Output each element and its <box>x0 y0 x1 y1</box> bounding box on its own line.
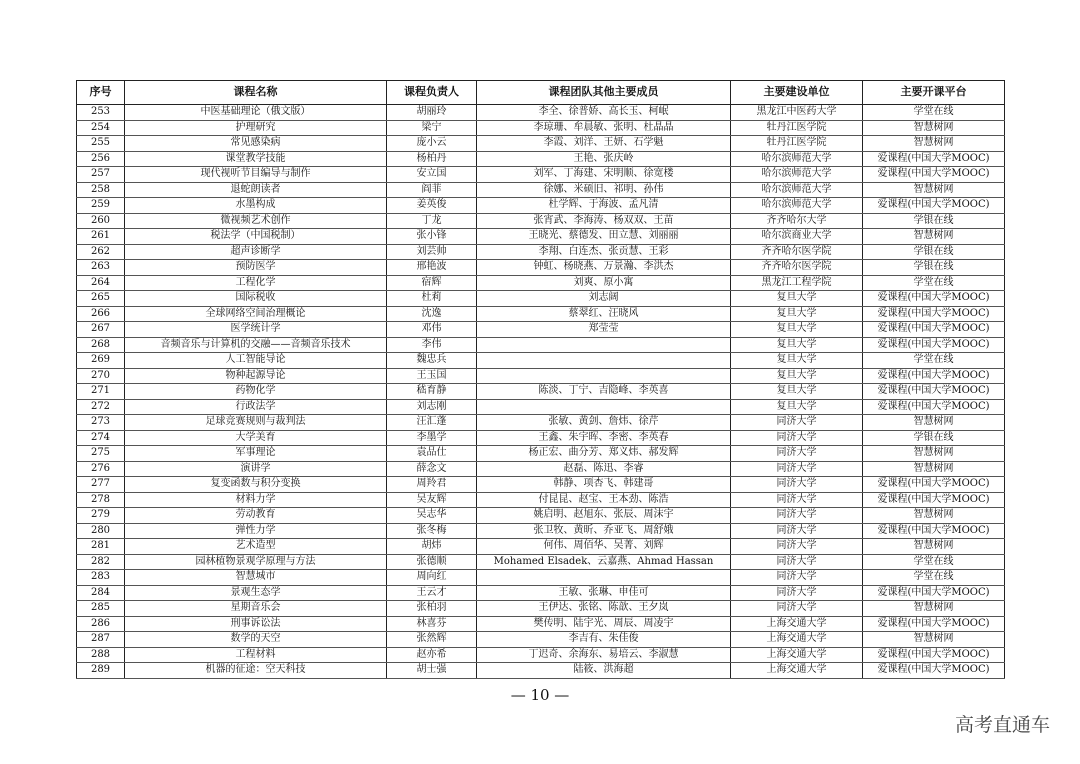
course-table <box>76 80 1005 679</box>
cell-platform: 爱课程(中国大学MOOC) <box>863 151 1005 167</box>
table-row <box>77 244 1005 260</box>
cell-course-lead: 邓伟 <box>387 322 477 338</box>
table-row <box>77 213 1005 229</box>
cell-course-lead: 张然辉 <box>387 632 477 648</box>
cell-index: 255 <box>77 136 125 152</box>
cell-platform: 学堂在线 <box>863 353 1005 369</box>
table-row <box>77 477 1005 493</box>
cell-index: 257 <box>77 167 125 183</box>
cell-course-name: 税法学（中国税制） <box>125 229 387 245</box>
table-row <box>77 136 1005 152</box>
cell-course-name: 园林植物景观学原理与方法 <box>125 554 387 570</box>
cell-index: 253 <box>77 105 125 121</box>
cell-course-name: 课堂教学技能 <box>125 151 387 167</box>
cell-course-name: 超声诊断学 <box>125 244 387 260</box>
cell-course-name: 大学美育 <box>125 430 387 446</box>
table-row <box>77 337 1005 353</box>
cell-course-lead: 袁品仕 <box>387 446 477 462</box>
cell-index: 258 <box>77 182 125 198</box>
cell-platform: 爱课程(中国大学MOOC) <box>863 384 1005 400</box>
cell-platform: 智慧树网 <box>863 182 1005 198</box>
cell-platform: 爱课程(中国大学MOOC) <box>863 306 1005 322</box>
cell-platform: 爱课程(中国大学MOOC) <box>863 198 1005 214</box>
cell-team-members: 李翔、白连杰、张贡慧、王彩 <box>477 244 731 260</box>
header-course-name: 课程名称 <box>125 81 387 105</box>
cell-team-members: 王伊达、张铭、陈歆、王夕岚 <box>477 601 731 617</box>
cell-team-members: Mohamed Elsadek、云嘉燕、Ahmad Hassan <box>477 554 731 570</box>
cell-index: 285 <box>77 601 125 617</box>
cell-platform: 爱课程(中国大学MOOC) <box>863 616 1005 632</box>
cell-index: 276 <box>77 461 125 477</box>
watermark-text: 高考直通车 <box>954 714 1050 736</box>
cell-index: 256 <box>77 151 125 167</box>
table-row <box>77 120 1005 136</box>
table-row <box>77 260 1005 276</box>
cell-course-lead: 汪汇蓬 <box>387 415 477 431</box>
cell-course-name: 药物化学 <box>125 384 387 400</box>
table-row <box>77 275 1005 291</box>
cell-course-lead: 魏忠兵 <box>387 353 477 369</box>
cell-course-lead: 张小锋 <box>387 229 477 245</box>
cell-platform: 学堂在线 <box>863 554 1005 570</box>
table-row <box>77 601 1005 617</box>
cell-team-members: 李全、徐普娇、高长玉、柯岷 <box>477 105 731 121</box>
cell-platform: 智慧树网 <box>863 508 1005 524</box>
cell-course-name: 弹性力学 <box>125 523 387 539</box>
table-header-row <box>77 81 1005 105</box>
cell-course-lead: 张冬梅 <box>387 523 477 539</box>
cell-team-members <box>477 368 731 384</box>
cell-index: 287 <box>77 632 125 648</box>
cell-platform: 学堂在线 <box>863 105 1005 121</box>
cell-course-lead: 沈逸 <box>387 306 477 322</box>
cell-index: 262 <box>77 244 125 260</box>
page-number: — 10 — <box>510 686 570 704</box>
table-row <box>77 616 1005 632</box>
cell-index: 254 <box>77 120 125 136</box>
cell-institution: 同济大学 <box>731 585 863 601</box>
cell-team-members: 李琼珊、牟晨敏、张明、杜晶晶 <box>477 120 731 136</box>
cell-team-members: 蔡翠红、汪晓风 <box>477 306 731 322</box>
cell-platform: 爱课程(中国大学MOOC) <box>863 523 1005 539</box>
cell-institution: 同济大学 <box>731 477 863 493</box>
cell-course-name: 数学的天空 <box>125 632 387 648</box>
cell-team-members: 钟虹、杨晓燕、万景瀚、李洪杰 <box>477 260 731 276</box>
cell-index: 282 <box>77 554 125 570</box>
cell-course-lead: 姜英俊 <box>387 198 477 214</box>
cell-course-name: 机器的征途：空天科技 <box>125 663 387 679</box>
cell-institution: 同济大学 <box>731 461 863 477</box>
cell-index: 288 <box>77 647 125 663</box>
cell-team-members: 陆筱、洪海超 <box>477 663 731 679</box>
cell-index: 272 <box>77 399 125 415</box>
header-course-lead: 课程负责人 <box>387 81 477 105</box>
cell-institution: 复旦大学 <box>731 322 863 338</box>
cell-platform: 智慧树网 <box>863 120 1005 136</box>
table-row <box>77 182 1005 198</box>
cell-institution: 同济大学 <box>731 430 863 446</box>
table-row <box>77 570 1005 586</box>
table-row <box>77 322 1005 338</box>
cell-team-members <box>477 353 731 369</box>
cell-team-members: 刘志阔 <box>477 291 731 307</box>
cell-course-name: 医学统计学 <box>125 322 387 338</box>
cell-team-members: 郑莹莹 <box>477 322 731 338</box>
cell-team-members <box>477 337 731 353</box>
cell-institution: 同济大学 <box>731 570 863 586</box>
table-row <box>77 523 1005 539</box>
table-row <box>77 663 1005 679</box>
table-row <box>77 539 1005 555</box>
cell-index: 277 <box>77 477 125 493</box>
cell-course-lead: 李伟 <box>387 337 477 353</box>
cell-platform: 学银在线 <box>863 244 1005 260</box>
cell-institution: 牡丹江医学院 <box>731 136 863 152</box>
cell-platform: 学银在线 <box>863 430 1005 446</box>
cell-course-lead: 李墨学 <box>387 430 477 446</box>
cell-team-members: 刘军、丁海建、宋明顺、徐宽楼 <box>477 167 731 183</box>
cell-institution: 上海交通大学 <box>731 647 863 663</box>
cell-course-name: 退蛇朗读者 <box>125 182 387 198</box>
cell-course-name: 现代视听节目编导与制作 <box>125 167 387 183</box>
table-row <box>77 415 1005 431</box>
cell-index: 267 <box>77 322 125 338</box>
cell-institution: 同济大学 <box>731 508 863 524</box>
cell-index: 286 <box>77 616 125 632</box>
table-row <box>77 446 1005 462</box>
cell-team-members: 刘爽、原小寓 <box>477 275 731 291</box>
cell-course-lead: 嵇育静 <box>387 384 477 400</box>
table-row <box>77 368 1005 384</box>
cell-course-lead: 阎菲 <box>387 182 477 198</box>
cell-course-lead: 梁宁 <box>387 120 477 136</box>
cell-team-members: 赵磊、陈迅、李睿 <box>477 461 731 477</box>
cell-platform: 学堂在线 <box>863 570 1005 586</box>
cell-team-members: 樊传明、陆宇光、周辰、周凌宇 <box>477 616 731 632</box>
cell-institution: 上海交通大学 <box>731 663 863 679</box>
cell-team-members: 付昆昆、赵宝、王本劲、陈浩 <box>477 492 731 508</box>
table-row <box>77 306 1005 322</box>
cell-team-members: 王鑫、朱宇晖、李密、李英春 <box>477 430 731 446</box>
cell-institution: 同济大学 <box>731 539 863 555</box>
cell-index: 268 <box>77 337 125 353</box>
header-institution: 主要建设单位 <box>731 81 863 105</box>
table-row <box>77 229 1005 245</box>
cell-institution: 复旦大学 <box>731 399 863 415</box>
cell-platform: 爱课程(中国大学MOOC) <box>863 477 1005 493</box>
table-row <box>77 492 1005 508</box>
cell-institution: 同济大学 <box>731 446 863 462</box>
cell-institution: 哈尔滨师范大学 <box>731 182 863 198</box>
cell-course-name: 常见感染病 <box>125 136 387 152</box>
cell-institution: 同济大学 <box>731 492 863 508</box>
cell-course-name: 演讲学 <box>125 461 387 477</box>
cell-course-lead: 薛念文 <box>387 461 477 477</box>
table-row <box>77 430 1005 446</box>
cell-course-name: 军事理论 <box>125 446 387 462</box>
table-row <box>77 151 1005 167</box>
cell-team-members: 杜学辉、于海波、孟凡清 <box>477 198 731 214</box>
table-row <box>77 508 1005 524</box>
cell-institution: 齐齐哈尔医学院 <box>731 260 863 276</box>
table-row <box>77 554 1005 570</box>
cell-institution: 复旦大学 <box>731 353 863 369</box>
cell-index: 261 <box>77 229 125 245</box>
cell-platform: 爱课程(中国大学MOOC) <box>863 337 1005 353</box>
cell-course-name: 水墨构成 <box>125 198 387 214</box>
cell-team-members <box>477 399 731 415</box>
cell-index: 263 <box>77 260 125 276</box>
cell-course-lead: 宿辉 <box>387 275 477 291</box>
cell-course-name: 全球网络空间治理概论 <box>125 306 387 322</box>
course-list-sheet <box>76 80 1004 679</box>
cell-institution: 上海交通大学 <box>731 616 863 632</box>
cell-institution: 复旦大学 <box>731 291 863 307</box>
cell-course-name: 景观生态学 <box>125 585 387 601</box>
cell-course-lead: 吴志华 <box>387 508 477 524</box>
cell-course-name: 刑事诉讼法 <box>125 616 387 632</box>
cell-course-name: 护理研究 <box>125 120 387 136</box>
table-row <box>77 105 1005 121</box>
cell-platform: 智慧树网 <box>863 136 1005 152</box>
cell-index: 265 <box>77 291 125 307</box>
cell-course-name: 预防医学 <box>125 260 387 276</box>
cell-course-name: 劳动教育 <box>125 508 387 524</box>
cell-index: 271 <box>77 384 125 400</box>
cell-course-lead: 丁龙 <box>387 213 477 229</box>
cell-index: 259 <box>77 198 125 214</box>
table-row <box>77 291 1005 307</box>
cell-course-name: 工程材料 <box>125 647 387 663</box>
cell-institution: 齐齐哈尔大学 <box>731 213 863 229</box>
cell-platform: 爱课程(中国大学MOOC) <box>863 368 1005 384</box>
cell-course-lead: 周向红 <box>387 570 477 586</box>
cell-institution: 哈尔滨商业大学 <box>731 229 863 245</box>
cell-institution: 上海交通大学 <box>731 632 863 648</box>
cell-course-name: 星期音乐会 <box>125 601 387 617</box>
table-row <box>77 353 1005 369</box>
cell-platform: 智慧树网 <box>863 632 1005 648</box>
cell-platform: 学银在线 <box>863 213 1005 229</box>
cell-index: 274 <box>77 430 125 446</box>
cell-index: 284 <box>77 585 125 601</box>
cell-index: 273 <box>77 415 125 431</box>
cell-course-name: 复变函数与积分变换 <box>125 477 387 493</box>
cell-platform: 爱课程(中国大学MOOC) <box>863 291 1005 307</box>
cell-team-members: 王艳、张庆岭 <box>477 151 731 167</box>
cell-team-members: 丁迟奇、余海东、易培云、李淑慧 <box>477 647 731 663</box>
cell-course-name: 足球竞赛规则与裁判法 <box>125 415 387 431</box>
cell-institution: 哈尔滨师范大学 <box>731 198 863 214</box>
cell-course-lead: 胡炜 <box>387 539 477 555</box>
cell-course-name: 国际税收 <box>125 291 387 307</box>
cell-institution: 牡丹江医学院 <box>731 120 863 136</box>
cell-institution: 同济大学 <box>731 523 863 539</box>
cell-course-name: 行政法学 <box>125 399 387 415</box>
cell-institution: 复旦大学 <box>731 384 863 400</box>
cell-institution: 复旦大学 <box>731 368 863 384</box>
cell-course-name: 艺术造型 <box>125 539 387 555</box>
cell-course-name: 材料力学 <box>125 492 387 508</box>
cell-course-name: 智慧城市 <box>125 570 387 586</box>
cell-platform: 智慧树网 <box>863 415 1005 431</box>
cell-institution: 黑龙江中医药大学 <box>731 105 863 121</box>
cell-course-name: 微视频艺术创作 <box>125 213 387 229</box>
header-platform: 主要开课平台 <box>863 81 1005 105</box>
cell-team-members: 韩静、项杏飞、韩建哥 <box>477 477 731 493</box>
cell-team-members: 徐娜、米硕旧、祁明、孙伟 <box>477 182 731 198</box>
cell-course-name: 中医基础理论（俄文版） <box>125 105 387 121</box>
cell-course-lead: 刘志刚 <box>387 399 477 415</box>
cell-team-members: 张卫牧、黄昕、乔亚飞、周舒娥 <box>477 523 731 539</box>
cell-platform: 爱课程(中国大学MOOC) <box>863 167 1005 183</box>
cell-course-name: 音频音乐与计算机的交融——音频音乐技术 <box>125 337 387 353</box>
table-row <box>77 198 1005 214</box>
cell-institution: 同济大学 <box>731 554 863 570</box>
table-row <box>77 399 1005 415</box>
cell-team-members: 李吉有、朱佳俊 <box>477 632 731 648</box>
cell-course-lead: 安立国 <box>387 167 477 183</box>
cell-index: 289 <box>77 663 125 679</box>
cell-course-lead: 张德顺 <box>387 554 477 570</box>
cell-course-lead: 赵亦希 <box>387 647 477 663</box>
cell-team-members: 张敏、黄剑、詹炜、徐芹 <box>477 415 731 431</box>
cell-team-members: 王敏、张琳、申佳可 <box>477 585 731 601</box>
cell-course-lead: 杨柏丹 <box>387 151 477 167</box>
cell-course-lead: 王云才 <box>387 585 477 601</box>
cell-course-lead: 胡丽玲 <box>387 105 477 121</box>
cell-institution: 同济大学 <box>731 601 863 617</box>
cell-team-members: 李霞、刘洋、王妍、石学魁 <box>477 136 731 152</box>
cell-platform: 智慧树网 <box>863 539 1005 555</box>
cell-platform: 智慧树网 <box>863 229 1005 245</box>
cell-index: 270 <box>77 368 125 384</box>
table-row <box>77 384 1005 400</box>
cell-index: 280 <box>77 523 125 539</box>
cell-platform: 爱课程(中国大学MOOC) <box>863 585 1005 601</box>
cell-index: 283 <box>77 570 125 586</box>
cell-institution: 复旦大学 <box>731 337 863 353</box>
cell-institution: 同济大学 <box>731 415 863 431</box>
cell-platform: 智慧树网 <box>863 601 1005 617</box>
cell-course-lead: 杜莉 <box>387 291 477 307</box>
cell-institution: 复旦大学 <box>731 306 863 322</box>
cell-course-lead: 林喜芬 <box>387 616 477 632</box>
cell-course-lead: 庞小云 <box>387 136 477 152</box>
cell-institution: 黑龙江工程学院 <box>731 275 863 291</box>
cell-course-lead: 周羚君 <box>387 477 477 493</box>
cell-course-lead: 邢艳波 <box>387 260 477 276</box>
cell-platform: 爱课程(中国大学MOOC) <box>863 647 1005 663</box>
cell-course-name: 工程化学 <box>125 275 387 291</box>
cell-team-members <box>477 570 731 586</box>
cell-course-name: 人工智能导论 <box>125 353 387 369</box>
table-row <box>77 585 1005 601</box>
cell-team-members: 何伟、周佰华、吴菁、刘辉 <box>477 539 731 555</box>
cell-institution: 齐齐哈尔医学院 <box>731 244 863 260</box>
cell-team-members: 王晓光、蔡德发、田立慧、刘丽丽 <box>477 229 731 245</box>
table-row <box>77 167 1005 183</box>
cell-course-lead: 王玉国 <box>387 368 477 384</box>
cell-platform: 学堂在线 <box>863 275 1005 291</box>
cell-course-lead: 刘芸帅 <box>387 244 477 260</box>
cell-platform: 智慧树网 <box>863 446 1005 462</box>
cell-index: 275 <box>77 446 125 462</box>
cell-team-members: 陈淡、丁宁、吉隐峰、李英喜 <box>477 384 731 400</box>
cell-team-members: 姚启明、赵旭东、张辰、周沫宇 <box>477 508 731 524</box>
table-row <box>77 632 1005 648</box>
cell-platform: 爱课程(中国大学MOOC) <box>863 663 1005 679</box>
header-index: 序号 <box>77 81 125 105</box>
cell-course-lead: 胡士强 <box>387 663 477 679</box>
table-row <box>77 647 1005 663</box>
cell-institution: 哈尔滨师范大学 <box>731 151 863 167</box>
cell-course-lead: 张柏羽 <box>387 601 477 617</box>
cell-platform: 智慧树网 <box>863 461 1005 477</box>
cell-platform: 学银在线 <box>863 260 1005 276</box>
cell-course-name: 物种起源导论 <box>125 368 387 384</box>
cell-team-members: 杨正宏、曲分芳、郑义炜、郝发辉 <box>477 446 731 462</box>
cell-platform: 爱课程(中国大学MOOC) <box>863 492 1005 508</box>
cell-team-members: 张宵武、李海涛、杨双双、王苗 <box>477 213 731 229</box>
cell-index: 278 <box>77 492 125 508</box>
cell-index: 266 <box>77 306 125 322</box>
table-row <box>77 461 1005 477</box>
cell-institution: 哈尔滨师范大学 <box>731 167 863 183</box>
cell-platform: 爱课程(中国大学MOOC) <box>863 399 1005 415</box>
cell-index: 269 <box>77 353 125 369</box>
cell-platform: 爱课程(中国大学MOOC) <box>863 322 1005 338</box>
cell-index: 281 <box>77 539 125 555</box>
cell-index: 279 <box>77 508 125 524</box>
cell-index: 260 <box>77 213 125 229</box>
header-team-members: 课程团队其他主要成员 <box>477 81 731 105</box>
cell-course-lead: 吴友辉 <box>387 492 477 508</box>
cell-index: 264 <box>77 275 125 291</box>
